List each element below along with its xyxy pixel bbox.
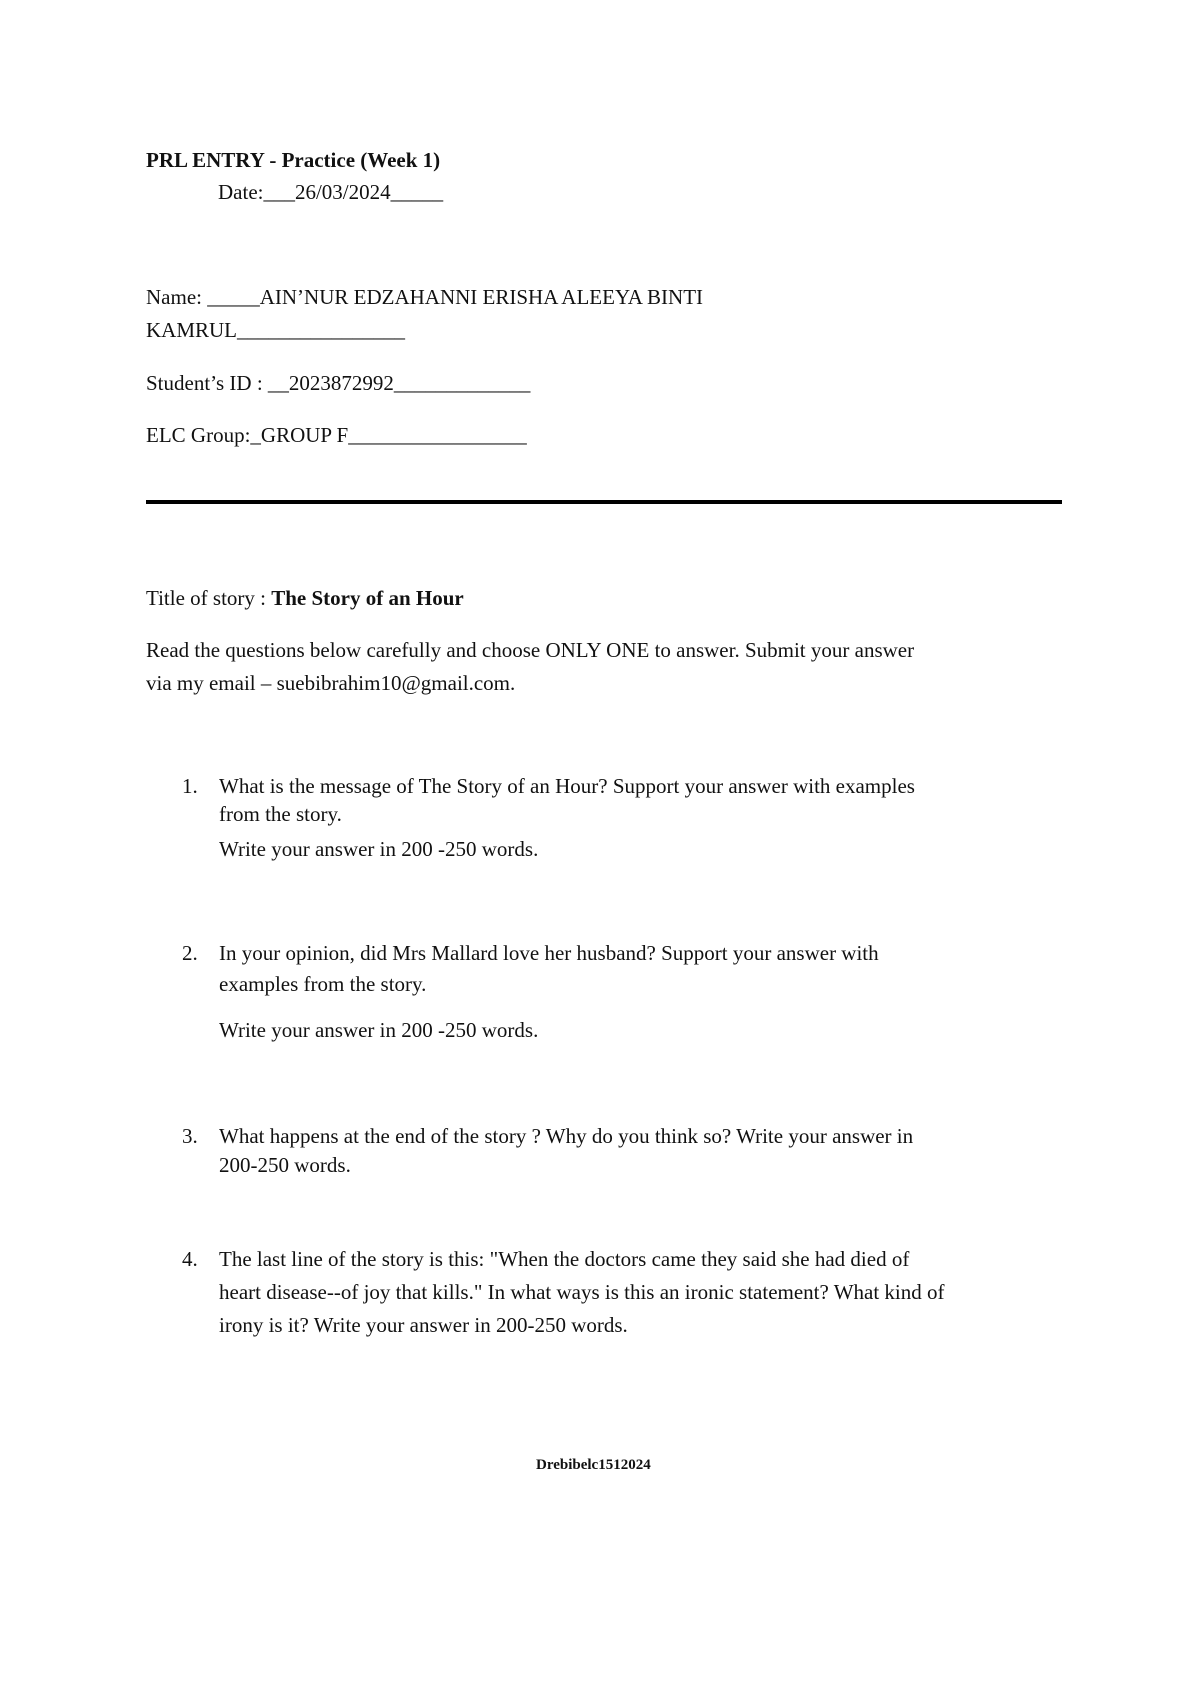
question-text-line: What is the message of The Story of an Hour? Support your answer with examples [219,774,915,798]
story-title-label: Title of story : [146,586,272,610]
question-number: 3. [182,1124,198,1148]
date-line: Date:___26/03/2024_____ [218,180,444,204]
question-text-line: heart disease--of joy that kills." In what ways is this an ironic statement? What kind of [219,1280,945,1304]
student-name-line-2: KAMRUL________________ [146,318,406,342]
document-title: PRL ENTRY - Practice (Week 1) [146,148,441,172]
story-title: The Story of an Hour [271,586,464,610]
question-text-line: In your opinion, did Mrs Mallard love her husband? Support your answer with [219,941,879,965]
elc-group-line: ELC Group:_GROUP F_________________ [146,423,527,447]
question-text-line: from the story. [219,802,342,826]
horizontal-rule [146,500,1062,504]
instructions-line-2: via my email – suebibrahim10@gmail.com. [146,671,516,695]
question-text-line: What happens at the end of the story ? Why do you think so? Write your answer in [219,1124,914,1148]
question-number: 2. [182,941,198,965]
question-number: 1. [182,774,198,798]
question-number: 4. [182,1247,198,1271]
question-text-line: irony is it? Write your answer in 200-250 words. [219,1313,628,1337]
question-text-line: examples from the story. [219,972,427,996]
story-title-line [146,584,464,612]
instructions-line-1: Read the questions below carefully and choose ONLY ONE to answer. Submit your answer [146,638,915,662]
question-text-line: 200-250 words. [219,1153,351,1177]
question-text-line: Write your answer in 200 -250 words. [219,1018,539,1042]
question-text-line: The last line of the story is this: "When the doctors came they said she had died of [219,1247,910,1271]
footer-code: Drebibelc1512024 [536,1457,651,1473]
student-name-line-1: Name: _____AIN’NUR EDZAHANNI ERISHA ALEEYA BINTI [146,285,704,309]
question-text-line: Write your answer in 200 -250 words. [219,837,539,861]
student-id-line: Student’s ID : __2023872992_____________ [146,371,531,395]
